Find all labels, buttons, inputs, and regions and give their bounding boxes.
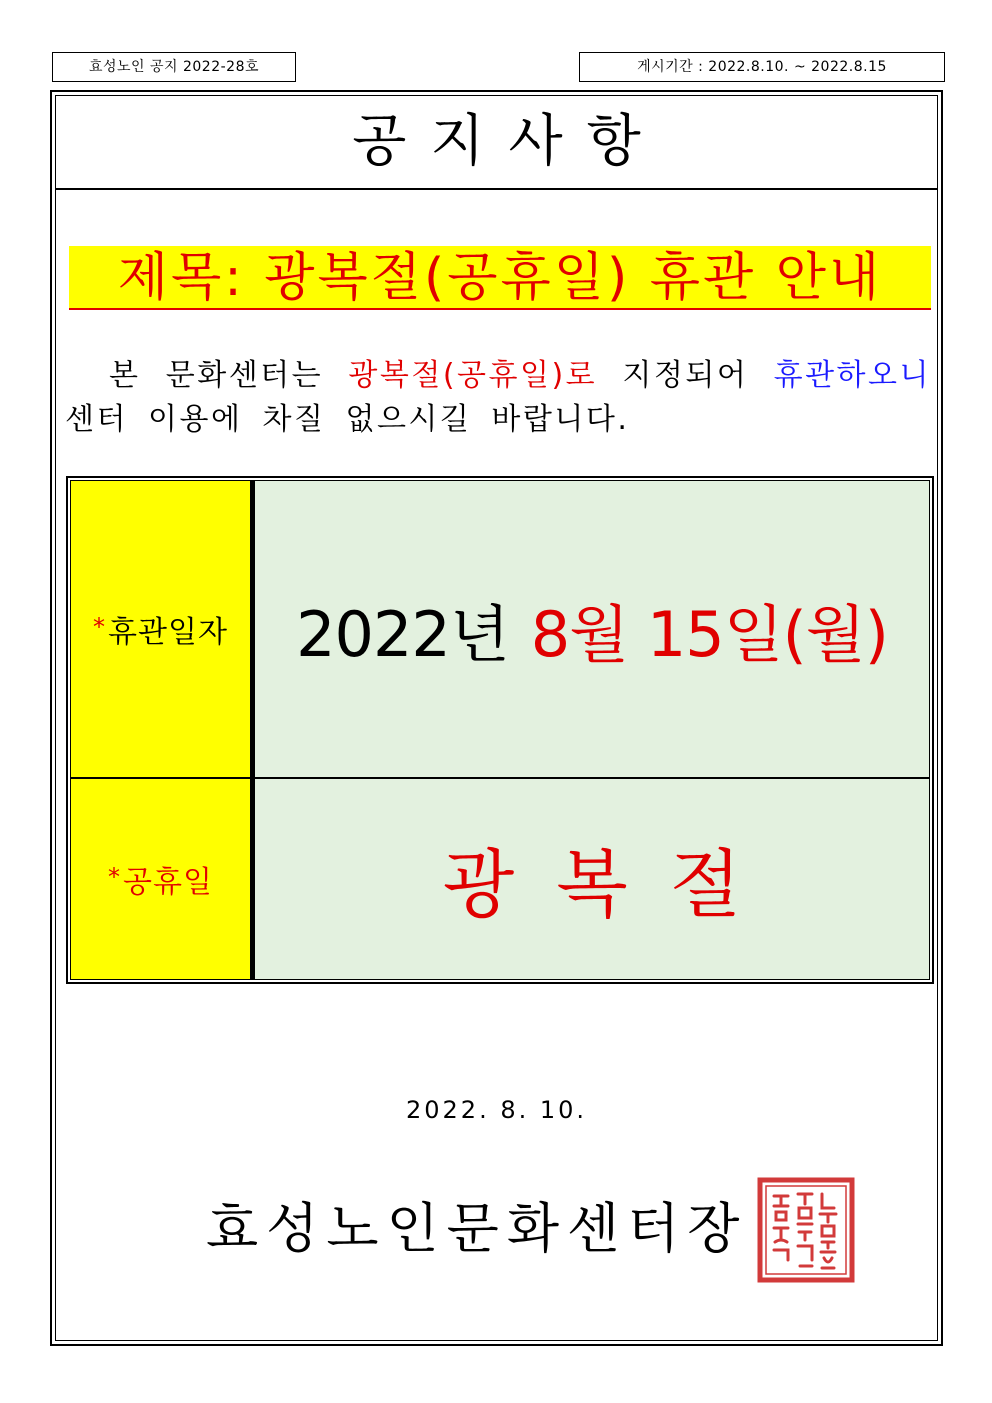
issue-date: 2022. 8. 10. [405,1096,588,1124]
body-part-5: 센터 이용에 차질 없으시길 바랍니다. [65,402,630,437]
body-holiday-highlight: 광복절(공휴일)로 [348,358,598,393]
body-part-3: 지정되어 [597,358,774,393]
holiday-label-cell [71,779,255,979]
holiday-value-cell [255,779,929,979]
closure-date-year: 2022년 [296,597,509,671]
holiday-name: 광복절 [442,842,784,928]
notice-body [65,354,931,442]
closure-date-value-cell [255,481,929,779]
notice-subject: 제목: 광복절(공휴일) 휴관 안내 [69,246,931,310]
official-seal-icon [756,1176,856,1284]
holiday-label: 공휴일 [123,865,213,900]
closure-date-label: 휴관일자 [108,615,228,650]
closure-date-day: 8월 15일(월) [530,597,888,671]
body-closure-highlight: 휴관하오니 [773,358,931,393]
asterisk-icon: * [93,613,107,641]
closure-date-value [296,585,888,674]
notice-frame [50,90,943,1346]
notice-number: 효성노인 공지 2022-28호 [52,52,296,82]
issuer-signature: 효성노인문화센터장 [206,1197,748,1260]
closure-date-label-cell [71,481,255,779]
body-part-1: 본 문화센터는 [109,358,349,393]
page-title: 공지사항 [56,96,937,190]
posting-period: 게시기간 : 2022.8.10. ~ 2022.8.15 [579,52,945,82]
closure-info-table [66,476,934,984]
closure-info-table-inner [70,480,930,980]
asterisk-icon: * [108,863,122,891]
notice-inner-frame [55,95,938,1341]
